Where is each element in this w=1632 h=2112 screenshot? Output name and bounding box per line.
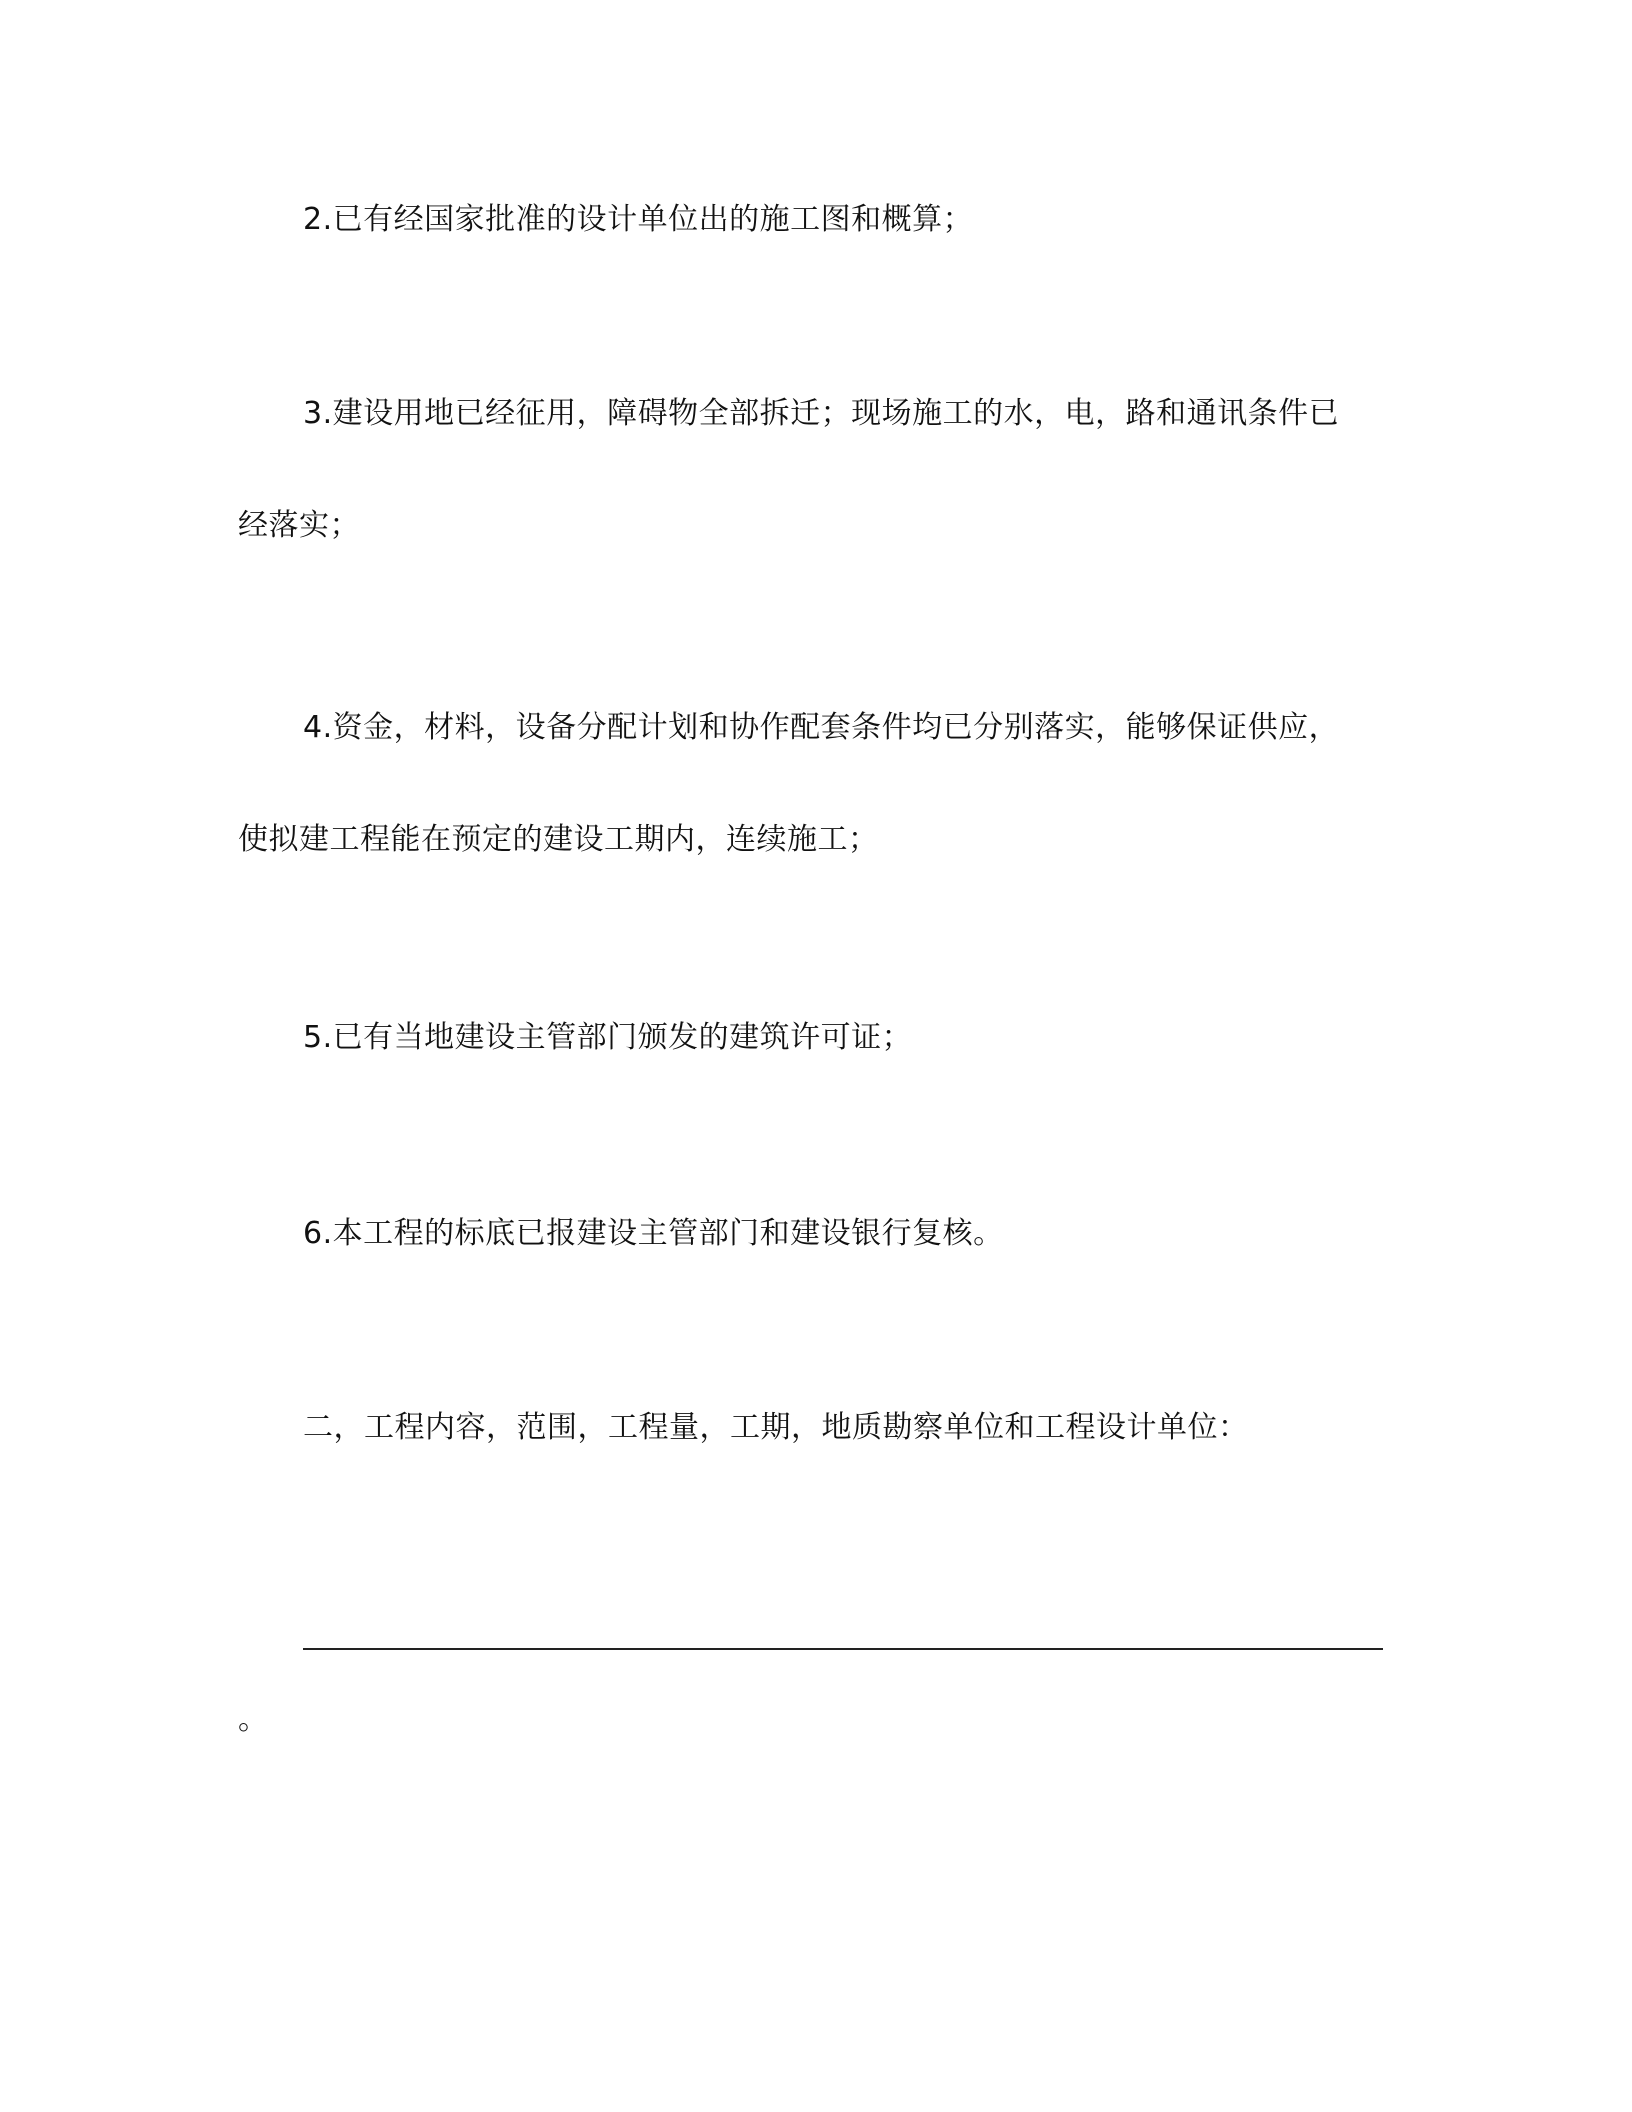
closing-period: 。 bbox=[238, 1702, 269, 1737]
paragraph-item-3-line-2: 经落实； bbox=[238, 508, 360, 543]
paragraph-item-4-line-2: 使拟建工程能在预定的建设工期内，连续施工； bbox=[238, 822, 879, 857]
paragraph-item-3-line-1: 3.建设用地已经征用，障碍物全部拆迁；现场施工的水，电，路和通讯条件已 bbox=[303, 396, 1340, 431]
paragraph-item-6: 6.本工程的标底已报建设主管部门和建设银行复核。 bbox=[303, 1216, 1004, 1251]
paragraph-item-5: 5.已有当地建设主管部门颁发的建筑许可证； bbox=[303, 1020, 913, 1055]
section-heading-2: 二，工程内容，范围，工程量，工期，地质勘察单位和工程设计单位： bbox=[303, 1410, 1249, 1445]
paragraph-item-4-line-1: 4.资金，材料，设备分配计划和协作配套条件均已分别落实，能够保证供应， bbox=[303, 710, 1340, 745]
fill-in-blank-line bbox=[303, 1648, 1383, 1650]
paragraph-item-2: 2.已有经国家批准的设计单位出的施工图和概算； bbox=[303, 202, 974, 237]
